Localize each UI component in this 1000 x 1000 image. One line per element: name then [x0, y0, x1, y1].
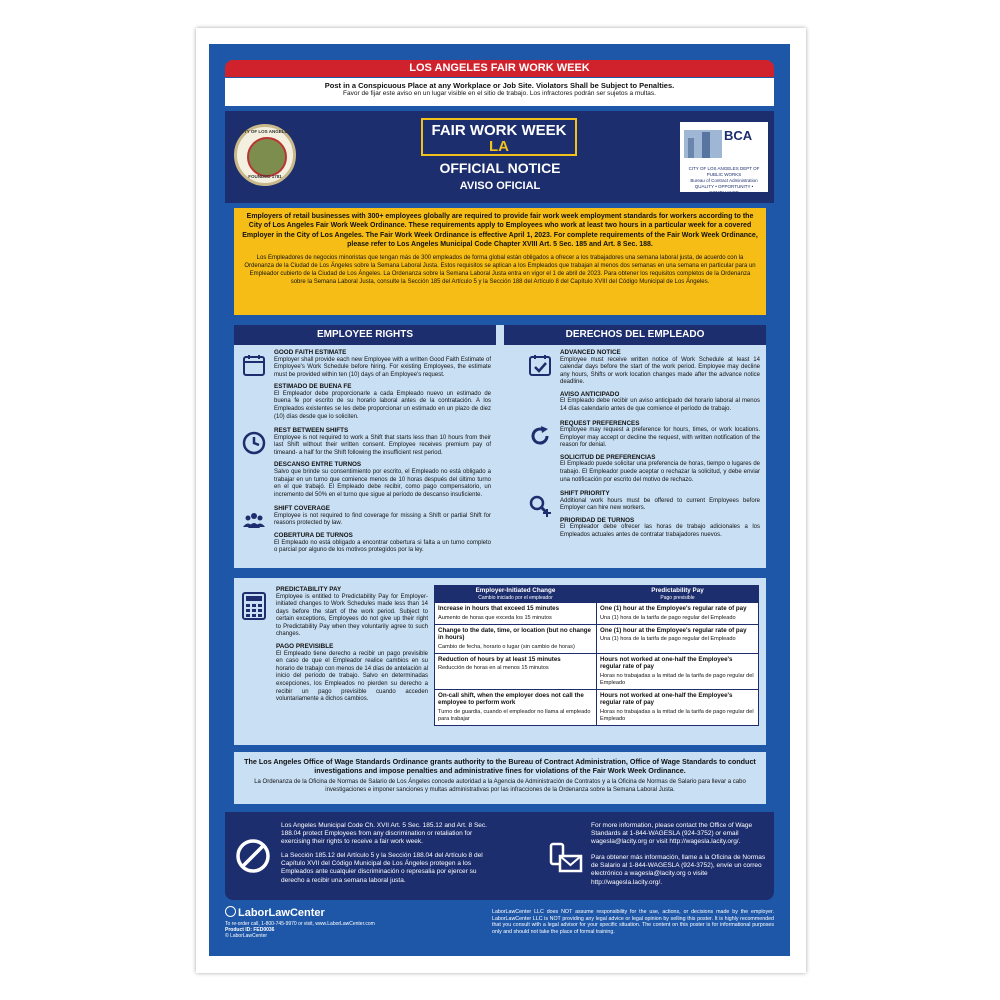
- table-cell: [597, 624, 759, 653]
- posting-notice: [225, 78, 774, 106]
- cell-en: On-call shift, when the employer does not call the employee to perform work: [438, 691, 584, 706]
- rights-item-title-es: PRIORIDAD DE TURNOS: [560, 516, 635, 524]
- cell-es: Turno de guardia, cuando el empleador no llama al empleado para trabajar: [438, 708, 591, 722]
- table-cell: [435, 603, 597, 625]
- rights-item-title-es: DESCANSO ENTRE TURNOS: [274, 461, 362, 469]
- table-header-pay-en: Predictability Pay: [651, 587, 704, 594]
- rights-item-text: Employee is not required to find coverage for missing a Shift or partial Shift for reasons protected by law.: [274, 512, 491, 527]
- fair-work-week-logo: [421, 118, 577, 156]
- phone-mail-icon: [549, 842, 583, 874]
- logo-line2: LA: [489, 138, 509, 155]
- seal-bottom-text: FOUNDED 1781: [248, 174, 282, 179]
- brand-name-text: LaborLawCenter: [238, 907, 325, 919]
- city-skyline-icon: [684, 130, 722, 158]
- predictability-text: [276, 586, 428, 704]
- brand-block: [225, 906, 375, 939]
- footer-right-en: For more information, please contact the Office of Wage Standards at 1-844-WAGESLA (924-3752) or email wagesla@lacity.org or visit http://wagesla.lacity.org/.: [591, 822, 753, 846]
- cell-en: Hours not worked at one-half the Employee's regular rate of pay: [600, 655, 733, 670]
- cell-en: Change to the date, time, or location (but no change in hours): [438, 626, 591, 641]
- rights-item-title: ADVANCED NOTICE: [560, 349, 621, 356]
- rights-item-text: Employee is not required to work a Shift that starts less than 10 hours from their last Shift without their written consent. Employee receives premium pay of timeand- a half for the Shift following the insufficient rest period.: [274, 434, 491, 456]
- rights-item-text: Additional work hours must be offered to current Employees before Employer can hire new workers.: [560, 497, 760, 512]
- rights-item-text-es: El Empleado debe recibir un aviso anticipado del horario laboral al menos 14 días calendario antes de que comience el período de trabajo.: [560, 398, 760, 412]
- city-seal-icon: [234, 124, 296, 186]
- cell-es: Horas no trabajadas a la mitad de la tarifa de pago regular del Empleado: [600, 672, 754, 686]
- rights-item-title-es: AVISO ANTICIPADO: [560, 390, 620, 398]
- footer-left-en: Los Angeles Municipal Code Ch. XVII Art. 5 Sec. 185.12 and Art. 8 Sec. 188.04 protect Employees from any discrimination or retaliation for exercising their rights to receive a fair work week.: [281, 822, 487, 846]
- poster-banner: LOS ANGELES FAIR WORK WEEK: [225, 60, 774, 77]
- table-cell: [597, 653, 759, 689]
- refresh-icon: [528, 424, 552, 448]
- cell-en: Reduction of hours by at least 15 minutes: [438, 655, 561, 663]
- table-cell: [597, 689, 759, 725]
- rights-item-title-es: ESTIMADO DE BUENA FE: [274, 383, 352, 391]
- predictability-body-es: El Empleado tiene derecho a recibir un pago previsible en caso de que el Empleador realice cambios en su horario de trabajo con menos de 14 días de antelación al inicio del período de trabajo. Salvo en determinadas excepciones, los Empleados no pierden su derecho a recibir un pago previsible cuando acceden voluntariamente a dichos cambios.: [276, 650, 428, 703]
- rights-item: [236, 505, 491, 554]
- posting-notice-es: Favor de fijar este aviso en un lugar visible en el sitio de trabajo. Los infractores podrán ser sujetos a multas.: [343, 90, 656, 97]
- footer-left-es: La Sección 185.12 del Artículo 5 y la Sección 188.04 del Artículo 8 del Capítulo XVII del Código Municipal de Los Ángeles protegen a los Empleados ante cualquier discriminación o represalia por ejercer su derecho a recibir una semana laboral justa.: [281, 852, 483, 884]
- rights-item: [236, 349, 491, 421]
- disclaimer: LaborLawCenter LLC does NOT assume responsibility for the use, actions, or decisions made by the employer. LaborLawCenter LLC is NOT providing any legal advice or legal opinion by selling this poster. It is highly recommended that you consult with a legal advisor for your specific situation. The content on this poster is for informational purposes only and should not take the place of formal training.: [492, 909, 774, 935]
- bca-logo-text: BCA: [724, 128, 753, 143]
- bca-logo: [680, 122, 768, 195]
- rights-item-text: Employer shall provide each new Employee with a written Good Faith Estimate of Employee's Work Schedule before hiring. For existing Employees, the estimate must be provided within ten (10) days of an Employee's request.: [274, 356, 491, 378]
- brand-reorder: To re-order call, 1-800-745-9970 or visit, www.LaborLawCenter.com: [225, 921, 375, 927]
- predictability-pay-section: [234, 578, 766, 745]
- table-header-pay: [597, 586, 759, 603]
- rights-item-title: REQUEST PREFERENCES: [560, 419, 640, 427]
- table-cell: [435, 653, 597, 689]
- table-cell: [435, 624, 597, 653]
- predictability-title: PREDICTABILITY PAY: [276, 586, 342, 593]
- rights-item-title: GOOD FAITH ESTIMATE: [274, 349, 347, 356]
- table-header-change-en: Employer-Initiated Change: [475, 587, 556, 594]
- brand-product-id: Product ID: FED0036: [225, 927, 275, 933]
- rights-item-title-es: SOLICITUD DE PREFERENCIAS: [560, 453, 656, 461]
- bca-subtitle: CITY OF LOS ANGELES DEPT OF PUBLIC WORKS Bureau of Contract Administration QUALITY • OPPORTUNITY • COMPLIANCE: [688, 166, 760, 195]
- rights-right-column: [522, 349, 760, 540]
- cell-en: One (1) hour at the Employee's regular rate of pay: [600, 626, 747, 634]
- cell-en: Hours not worked at one-half the Employee's regular rate of pay: [600, 691, 733, 706]
- table-header-change: [435, 586, 597, 603]
- posting-notice-en: Post in a Conspicuous Place at any Workplace or Job Site. Violators Shall be Subject to Penalties.: [324, 81, 675, 90]
- rights-item-text-es: El Empleador debe proporcionarle a cada Empleado nuevo un estimado de buena fe por escrito de su horario laboral antes de la contratación. A los Empleados existentes se les debe proporcionar un estimado en un plazo de diez (10) días desde que lo soliciten.: [274, 390, 491, 420]
- brand-name: [225, 906, 375, 919]
- rights-item-title: SHIFT COVERAGE: [274, 505, 330, 513]
- cell-es: Aumento de horas que exceda los 15 minutos: [438, 614, 552, 621]
- cell-es: Reducción de horas en al menos 15 minutos: [438, 665, 549, 671]
- table-cell: [597, 603, 759, 625]
- intro-box: [234, 208, 766, 315]
- rights-item: [522, 420, 760, 485]
- calculator-icon: [242, 592, 266, 620]
- logo-line1: FAIR WORK WEEK: [431, 122, 567, 139]
- rights-item-text: Employee must receive written notice of Work Schedule at least 14 calendar days before the start of the work period. Employee may decline any hours, Shifts or work location changes made after the advance notice deadline.: [560, 356, 760, 386]
- table-header-change-es: Cambio iniciado por el empleador: [478, 595, 553, 601]
- rights-item-title-es: COBERTURA DE TURNOS: [274, 532, 353, 539]
- table-row: [435, 689, 759, 725]
- footer-band: [225, 812, 774, 900]
- rights-item-text-es: El Empleado no está obligado a encontrar cobertura si falta a un turno completo o parcial por alguno de los motivos protegidos por la ley.: [274, 539, 491, 554]
- cell-es: Horas no trabajadas a la mitad de la tarifa de pago regular del Empleado: [600, 708, 754, 722]
- rights-item-text-es: El Empleado puede solicitar una preferencia de horas, tiempo o lugares de trabajo. El Empleador puede aceptar o rechazar la solicitud, y debe enviar una notificación por escrito del motivo de rechazo.: [560, 461, 760, 483]
- intro-en: Employers of retail businesses with 300+ employees globally are required to provide fair work week employment standards for workers according to the City of Los Angeles Fair Work Week Ordinance. These requirements apply to Employees who work at least two hours in a particular week for a covered Employer in the City of Los Angeles. The Fair Work Week Ordinance is effective April 1, 2023. For complete requirements of the Fair Work Week Ordinance, please refer to Los Angeles Municipal Code Chapter XVIII Art. 5 Sec. 185 and Art. 8 Sec. 188.: [242, 213, 758, 249]
- rights-left-column: [236, 349, 491, 555]
- table-row: [435, 603, 759, 625]
- table-header-pay-es: Pago previsible: [660, 595, 695, 601]
- predictability-title-es: PAGO PREVISIBLE: [276, 643, 334, 651]
- derechos-heading: DERECHOS DEL EMPLEADO: [504, 325, 766, 345]
- brand-logo-icon: [225, 906, 236, 917]
- cell-es: Cambio de fecha, horario o lugar (sin cambio de horas): [438, 643, 575, 650]
- authority-box: [234, 752, 766, 804]
- intro-es: Los Empleadores de negocios minoristas que tengan más de 300 empleados de forma global están obligados a ofrecer a los trabajadores una semana laboral justa, de acuerdo con la Ordenanza de la Ciudad de Los Ángeles sobre la Semana Laboral Justa. Estos requisitos se aplican a los Empleados que trabajan al menos dos semanas en una semana en particular para un Empleador cubierto de la Ciudad de Los Ángeles. La Ordenanza sobre la Semana Laboral Justa entra en vigor el 1 de abril de 2023. Para obtener los requisitos completos de la Ordenanza sobre la Semana Laboral Justa, consulte la Sección 185 del Artículo 5 y la Sección 188 del Artículo 8 del Capítulo XVIII del Código Municipal de Los Ángeles.: [244, 254, 756, 285]
- employee-rights-heading: EMPLOYEE RIGHTS: [234, 325, 496, 345]
- rights-item-title: REST BETWEEN SHIFTS: [274, 427, 349, 435]
- rights-item: [522, 349, 760, 414]
- calendar-check-icon: [528, 353, 552, 377]
- cell-es: Una (1) hora de la tarifa de pago regular del Empleado: [600, 614, 736, 621]
- authority-es: La Ordenanza de la Oficina de Normas de Salario de Los Ángeles concede autoridad a la Agencia de Administración de Contratos y a la Oficina de Normas de Salario para llevar a cabo investigaciones e imponer sanciones y multas administrativas por las infracciones de la Ordenanza sobre la Semana Laboral Justa.: [254, 779, 746, 793]
- footer-right-es: Para obtener más información, llame a la Oficina de Normas de Salario al 1-844-WAGESLA (924-3752), envíe un correo electrónico a wagesla@lacity.org o visite http://wagesla.lacity.org/.: [591, 854, 766, 886]
- official-notice-title: OFFICIAL NOTICE: [439, 160, 561, 176]
- table-row: [435, 624, 759, 653]
- seal-top-text: CITY OF LOS ANGELES: [239, 129, 291, 134]
- cell-es: Una (1) hora de la tarifa de pago regular del Empleado: [600, 636, 736, 642]
- rights-item: [522, 490, 760, 539]
- rights-item-text-es: Salvo que brinde su consentimiento por escrito, el Empleado no está obligado a trabajar en un turno que comience menos de 10 horas después del último turno en el que trabajó. El Empleado debe recibir, como pago compensatorio, un incremento del 50% en el turno que sigue al período de descanso insuficiente.: [274, 468, 491, 498]
- predictability-body: Employee is entitled to Predictability Pay for Employer-initiated changes to Work Schedules made less than 14 days before the start of the work period. Subject to certain exceptions, Employees do not give up their right to Predictability Pay when they voluntarily agree to such changes.: [276, 593, 428, 638]
- predictability-table: [434, 585, 759, 726]
- calendar-icon: [242, 353, 266, 377]
- employee-rights-section: [234, 325, 766, 568]
- authority-en: The Los Angeles Office of Wage Standards Ordinance grants authority to the Bureau of Contract Administration, Office of Wage Standards to conduct investigations and impose penalties and administrative fines for violations of the Fair Work Week Ordinance.: [244, 757, 756, 775]
- rights-item-text-es: El Empleador debe ofrecer las horas de trabajo adicionales a los Empleados actuales antes de contratar trabajadores nuevos.: [560, 524, 760, 538]
- clock-icon: [242, 431, 266, 455]
- rights-item: [236, 427, 491, 499]
- table-cell: [435, 689, 597, 725]
- rights-item-title: SHIFT PRIORITY: [560, 490, 610, 498]
- group-icon: [242, 509, 266, 533]
- table-row: [435, 653, 759, 689]
- search-add-icon: [528, 494, 552, 518]
- cell-en: Increase in hours that exceed 15 minutes: [438, 605, 560, 612]
- rights-item-text: Employee may request a preference for hours, times, or work locations. Employer may accept or decline the request, with written notification of the reason for denial.: [560, 427, 760, 449]
- cell-en: One (1) hour at the Employee's regular rate of pay: [600, 605, 747, 612]
- seal-center: [247, 137, 287, 177]
- prohibited-icon: [235, 838, 271, 874]
- aviso-oficial-title: AVISO OFICIAL: [459, 180, 541, 192]
- brand-copyright: © LaborLawCenter: [225, 933, 268, 939]
